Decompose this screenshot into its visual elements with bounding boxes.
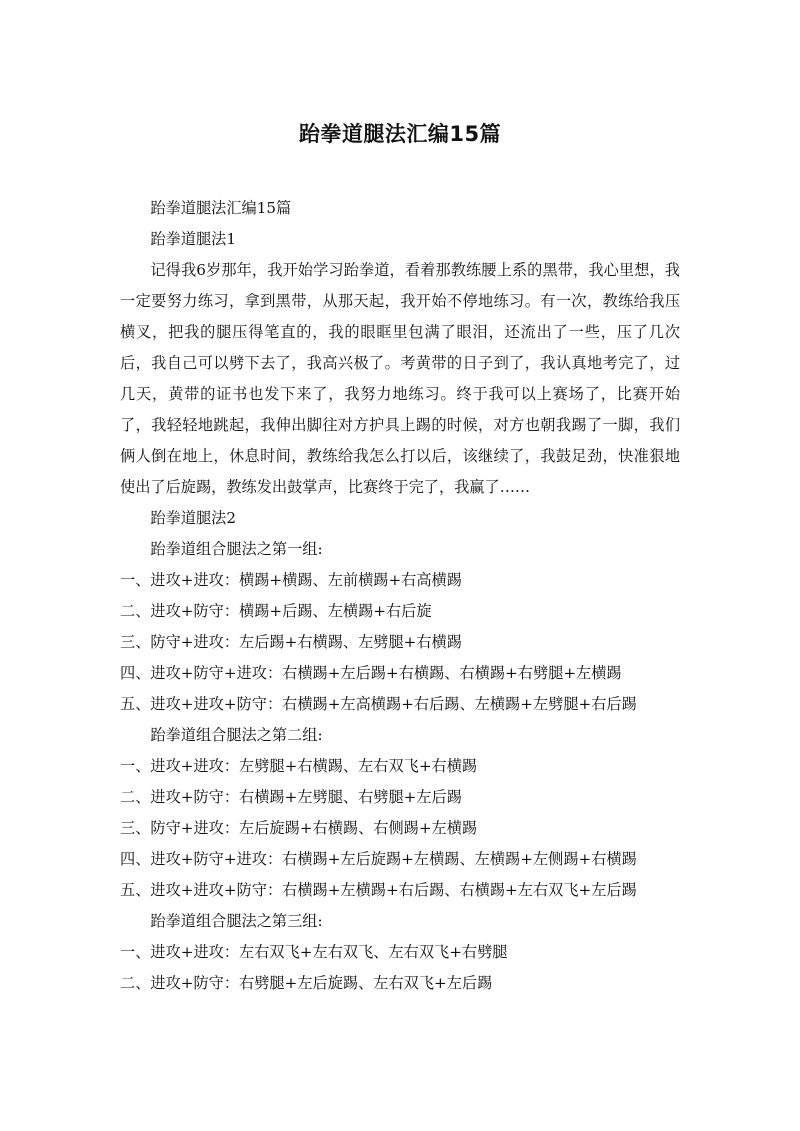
combo-item: 一、进攻+进攻：左劈腿+右横踢、左右双飞+右横踢 — [120, 757, 478, 775]
group-heading-2: 跆拳道组合腿法之第二组: — [150, 726, 323, 744]
combo-item: 三、防守+进攻：左后旋踢+右横踢、右侧踢+左横踢 — [120, 819, 478, 837]
combo-item: 三、防守+进攻：左后踢+右横踢、左劈腿+右横踢 — [120, 633, 462, 651]
combo-item: 一、进攻+进攻：横踢+横踢、左前横踢+右高横踢 — [120, 571, 462, 589]
subtitle-line: 跆拳道腿法汇编15篇 — [150, 199, 292, 217]
combo-item: 二、进攻+防守：横踢+后踢、左横踢+右后旋 — [120, 602, 432, 620]
group-heading-3: 跆拳道组合腿法之第三组: — [150, 912, 323, 930]
document-title: 跆拳道腿法汇编15篇 — [298, 122, 502, 146]
section-heading-2: 跆拳道腿法2 — [150, 509, 236, 527]
combo-item: 五、进攻+进攻+防守：右横踢+左横踢+右后踢、右横踢+左右双飞+左后踢 — [120, 881, 637, 899]
combo-item: 四、进攻+防守+进攻：右横踢+左后旋踢+左横踢、左横踢+左侧踢+右横踢 — [120, 850, 637, 868]
document-body — [120, 193, 680, 999]
combo-item: 二、进攻+防守：右横踢+左劈腿、右劈腿+左后踢 — [120, 788, 462, 806]
combo-item: 五、进攻+进攻+防守：右横踢+左高横踢+右后踢、左横踢+左劈腿+右后踢 — [120, 695, 637, 713]
group-heading-1: 跆拳道组合腿法之第一组: — [150, 540, 323, 558]
combo-item: 二、进攻+防守：右劈腿+左后旋踢、左右双飞+左后踢 — [120, 974, 493, 992]
combo-item: 一、进攻+进攻：左右双飞+左右双飞、左右双飞+右劈腿 — [120, 943, 508, 961]
section-heading-1: 跆拳道腿法1 — [150, 230, 236, 248]
combo-item: 四、进攻+防守+进攻：右横踢+左后踢+右横踢、右横踢+右劈腿+左横踢 — [120, 664, 622, 682]
section-paragraph-1: 记得我6岁那年，我开始学习跆拳道，看着那教练腰上系的黑带，我心里想，我一定要努力练习，拿到黑带，从那天起，我开始不停地练习。有一次，教练给我压横叉，把我的腿压得笔直的，我的眼眶里包满了眼泪，还流出了一些，压了几次后，我自己可以劈下去了，我高兴极了。考黄带的日子到了，我认真地考完了，过几天，黄带的证书也发下来了，我努力地练习。终于我可以上赛场了，比赛开始了，我轻轻地跳起，我伸出脚往对方护具上踢的时候，对方也朝我踢了一脚，我们俩人倒在地上，休息时间，教练给我怎么打以后，该继续了，我鼓足劲，快准狠地使出了后旋踢，教练发出鼓掌声，比赛终于完了，我赢了…… — [120, 261, 680, 496]
